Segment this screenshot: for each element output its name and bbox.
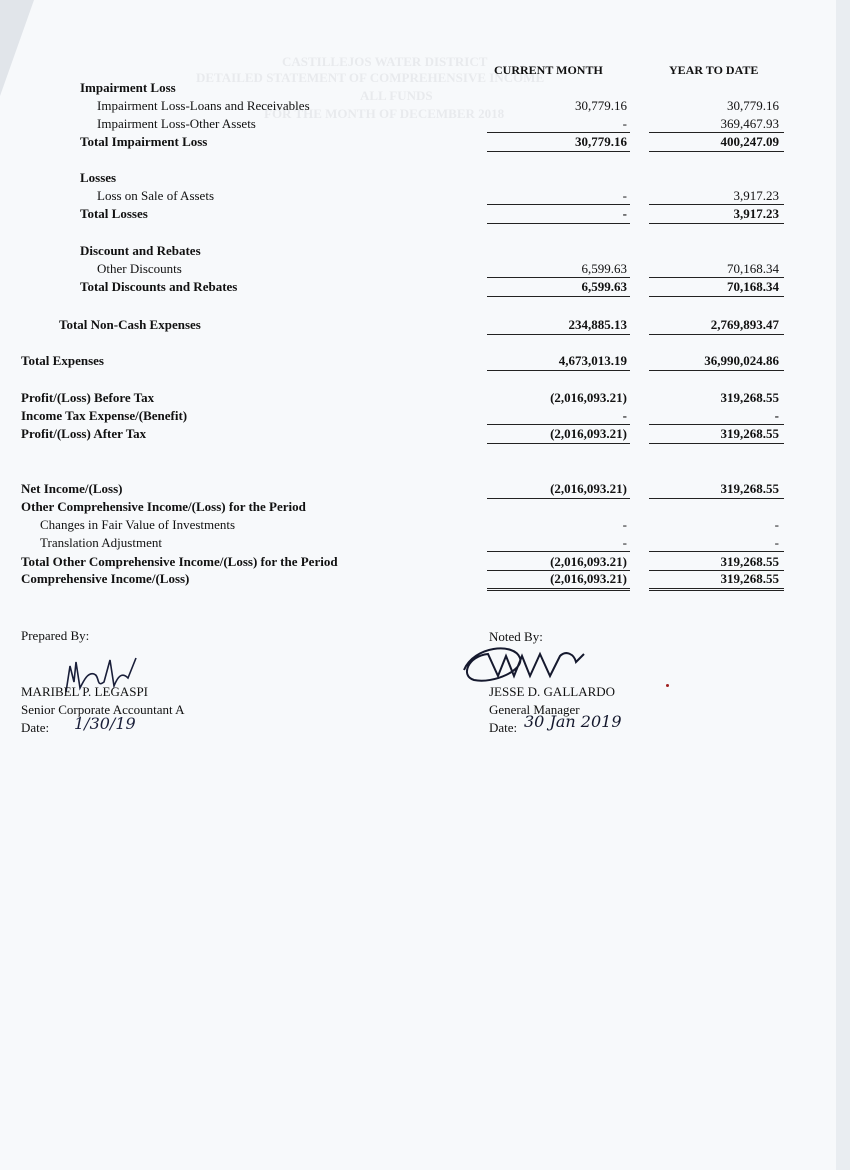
total-losses-label: Total Losses <box>80 206 148 221</box>
non-cash-cm: 234,885.13 <box>568 317 627 332</box>
noted-by-name: JESSE D. GALLARDO <box>489 684 616 699</box>
rule <box>487 132 630 133</box>
rule <box>649 424 784 425</box>
net-income-ytd: 319,268.55 <box>720 481 779 496</box>
comprehensive-income-cm: (2,016,093.21) <box>550 571 627 586</box>
losses-row-label: Loss on Sale of Assets <box>97 188 214 203</box>
impairment-row-cm: 30,779.16 <box>575 98 627 113</box>
prepared-by-caption: Prepared By: <box>21 628 90 643</box>
watermark-line-3: ALL FUNDS <box>360 88 433 103</box>
total-oci-label: Total Other Comprehensive Income/(Loss) for the Period <box>21 554 338 569</box>
rule <box>487 424 630 425</box>
noted-by-caption: Noted By: <box>489 629 543 644</box>
rule <box>487 334 630 335</box>
total-losses-ytd: 3,917.23 <box>733 206 779 221</box>
total-discounts-label: Total Discounts and Rebates <box>80 279 238 294</box>
profit-after-tax-cm: (2,016,093.21) <box>550 426 627 441</box>
total-expenses-cm: 4,673,013.19 <box>558 353 627 368</box>
fair-value-cm: - <box>622 517 627 532</box>
profit-after-tax-ytd: 319,268.55 <box>720 426 779 441</box>
header-year-to-date: YEAR TO DATE <box>669 63 759 77</box>
ink-speck <box>666 684 669 687</box>
profit-before-tax-cm: (2,016,093.21) <box>550 390 627 405</box>
total-oci-ytd: 319,268.55 <box>720 554 779 569</box>
total-discounts-cm: 6,599.63 <box>581 279 627 294</box>
double-rule <box>487 588 630 591</box>
rule <box>487 151 630 152</box>
rule <box>487 498 630 499</box>
impairment-row-label: Impairment Loss-Loans and Receivables <box>97 98 310 113</box>
income-tax-label: Income Tax Expense/(Benefit) <box>21 408 188 423</box>
rule <box>487 370 630 371</box>
losses-row-ytd: 3,917.23 <box>733 188 779 203</box>
total-losses-cm: - <box>622 206 627 221</box>
total-impairment-label: Total Impairment Loss <box>80 134 208 149</box>
rule <box>649 277 784 278</box>
rule <box>487 277 630 278</box>
rule <box>649 132 784 133</box>
profit-before-tax-label: Profit/(Loss) Before Tax <box>21 390 155 405</box>
translation-ytd: - <box>774 535 779 550</box>
translation-cm: - <box>622 535 627 550</box>
impairment-row-label: Impairment Loss-Other Assets <box>97 116 256 131</box>
rule <box>487 204 630 205</box>
discounts-row-cm: 6,599.63 <box>581 261 627 276</box>
rule <box>649 334 784 335</box>
total-expenses-label: Total Expenses <box>21 353 104 368</box>
discounts-row-ytd: 70,168.34 <box>727 261 779 276</box>
noted-by-date-label: Date: <box>489 720 518 735</box>
rule <box>649 204 784 205</box>
rule <box>649 151 784 152</box>
income-tax-cm: - <box>622 408 627 423</box>
rule <box>649 223 784 224</box>
rule <box>649 443 784 444</box>
watermark-line-2: DETAILED STATEMENT OF COMPREHENSIVE INCOME <box>196 70 545 85</box>
fair-value-label: Changes in Fair Value of Investments <box>40 517 236 532</box>
rule <box>487 223 630 224</box>
profit-after-tax-label: Profit/(Loss) After Tax <box>21 426 147 441</box>
watermark-line-4: FOR THE MONTH OF DECEMBER 2018 <box>264 106 505 121</box>
rule <box>649 370 784 371</box>
discounts-heading: Discount and Rebates <box>80 243 201 258</box>
folded-corner <box>0 0 34 96</box>
net-income-label: Net Income/(Loss) <box>21 481 123 496</box>
comprehensive-income-ytd: 319,268.55 <box>720 571 779 586</box>
rule <box>649 296 784 297</box>
noted-by-date-handwritten: 30 Jan 2019 <box>524 712 622 731</box>
losses-heading: Losses <box>80 170 117 185</box>
prepared-by-date-label: Date: <box>21 720 50 735</box>
total-impairment-ytd: 400,247.09 <box>720 134 779 149</box>
watermark-line-1: CASTILLEJOS WATER DISTRICT <box>282 54 488 69</box>
total-discounts-ytd: 70,168.34 <box>727 279 779 294</box>
discounts-row-label: Other Discounts <box>97 261 182 276</box>
comprehensive-income-label: Comprehensive Income/(Loss) <box>21 571 190 586</box>
fair-value-ytd: - <box>774 517 779 532</box>
non-cash-label: Total Non-Cash Expenses <box>59 317 201 332</box>
prepared-by-date-handwritten: 1/30/19 <box>74 714 136 733</box>
rule <box>487 551 630 552</box>
net-income-cm: (2,016,093.21) <box>550 481 627 496</box>
translation-label: Translation Adjustment <box>40 535 162 550</box>
rule <box>649 498 784 499</box>
impairment-row-ytd: 30,779.16 <box>727 98 779 113</box>
total-expenses-ytd: 36,990,024.86 <box>704 353 779 368</box>
noted-by-title: General Manager <box>489 702 580 717</box>
total-impairment-cm: 30,779.16 <box>575 134 627 149</box>
oci-heading: Other Comprehensive Income/(Loss) for the Period <box>21 499 306 514</box>
income-tax-ytd: - <box>774 408 779 423</box>
rule <box>487 296 630 297</box>
total-oci-cm: (2,016,093.21) <box>550 554 627 569</box>
impairment-row-ytd: 369,467.93 <box>720 116 779 131</box>
double-rule <box>649 588 784 591</box>
prepared-by-title: Senior Corporate Accountant A <box>21 702 185 717</box>
prepared-by-name: MARIBEL P. LEGASPI <box>21 684 149 699</box>
impairment-heading: Impairment Loss <box>80 80 176 95</box>
header-current-month: CURRENT MONTH <box>494 63 603 77</box>
rule <box>649 551 784 552</box>
non-cash-ytd: 2,769,893.47 <box>710 317 779 332</box>
losses-row-cm: - <box>622 188 627 203</box>
profit-before-tax-ytd: 319,268.55 <box>720 390 779 405</box>
rule <box>487 443 630 444</box>
impairment-row-cm: - <box>622 116 627 131</box>
